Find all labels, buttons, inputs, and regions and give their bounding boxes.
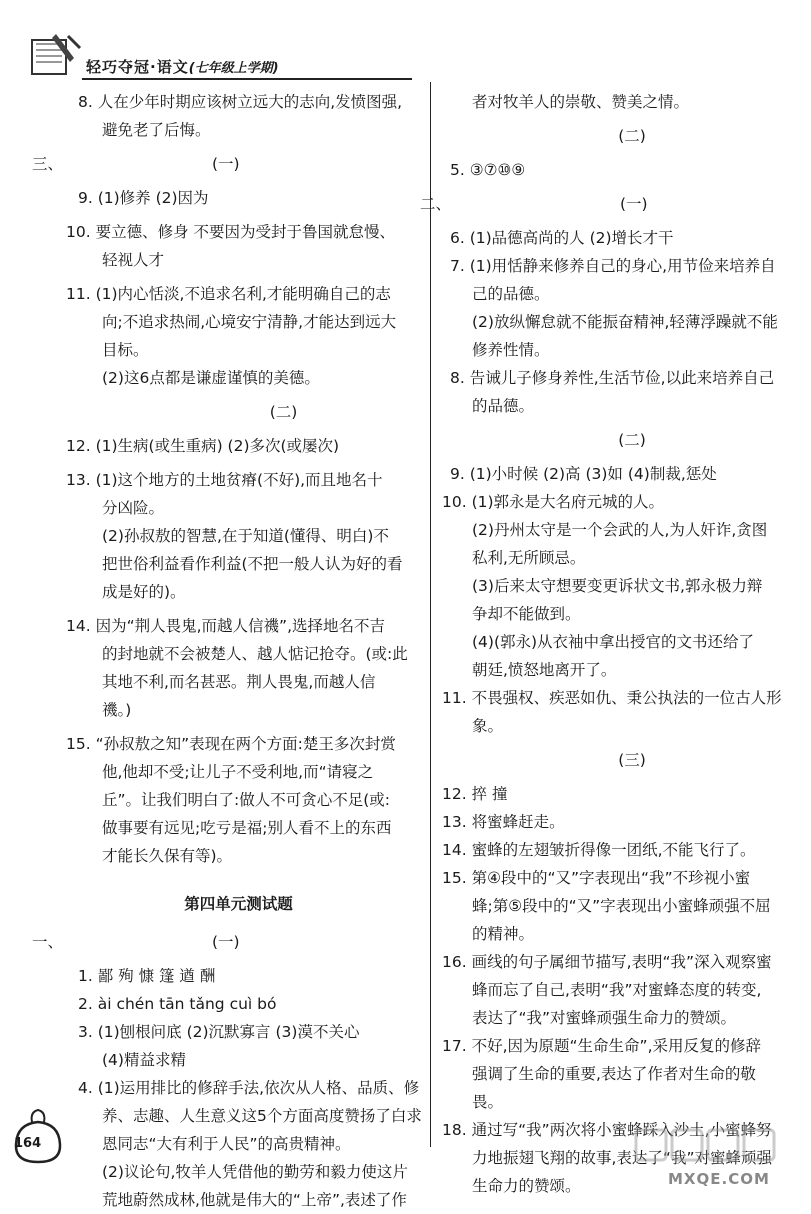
- answer-line: 禨。): [102, 701, 132, 719]
- section-label: 一、: [32, 933, 64, 951]
- answer-line: 避免老了后悔。: [102, 121, 211, 139]
- answer-line: 朝廷,愤怒地离开了。: [472, 661, 617, 679]
- column-divider: [430, 82, 431, 1147]
- answer-line: 分凶险。: [102, 499, 165, 517]
- subsection-label: (三): [618, 751, 646, 769]
- answer-line: 争却不能做到。: [472, 605, 581, 623]
- answer-line: 养、志趣、人生意义这5个方面高度赞扬了白求: [102, 1107, 422, 1125]
- answer-line: 15. “孙叔敖之知”表现在两个方面:楚王多次封赏: [66, 735, 396, 753]
- answer-line: 3. (1)刨根问底 (2)沉默寡言 (3)漠不关心: [78, 1023, 360, 1041]
- subsection-label: (二): [269, 403, 298, 421]
- answer-line: 14. 因为“荆人畏鬼,而越人信禨”,选择地名不吉: [66, 617, 385, 635]
- subsection-label: (一): [212, 933, 240, 951]
- answer-line: 的品德。: [472, 397, 535, 415]
- book-logo-icon: [26, 30, 86, 78]
- answer-line: 17. 不好,因为原题“生命生命”,采用反复的修辞: [442, 1037, 761, 1055]
- answer-line: 14. 蜜蜂的左翅皱折得像一团纸,不能飞行了。: [442, 841, 756, 859]
- page-header: [26, 30, 406, 80]
- answer-line: 丘”。让我们明白了:做人不可贪心不足(或:: [102, 791, 391, 809]
- answer-line: (4)(郭永)从衣袖中拿出授官的文书还给了: [472, 633, 755, 651]
- answer-line: 16. 画线的句子属细节描写,表明“我”深入观察蜜: [442, 953, 772, 971]
- answer-line: 才能长久保有等)。: [102, 847, 233, 865]
- subsection-label: (二): [618, 431, 646, 449]
- answer-line: 8. 告诫儿子修身养性,生活节俭,以此来培养自己: [450, 369, 775, 387]
- answer-line: (2)放纵懈怠就不能振奋精神,轻薄浮躁就不能: [472, 313, 778, 331]
- answer-line: 2. ài chén tān tǎng cuì bó: [78, 995, 277, 1013]
- answer-line: 畏。: [472, 1093, 504, 1111]
- answer-line: 者对牧羊人的崇敬、赞美之情。: [472, 93, 690, 111]
- answer-line: 私利,无所顾忌。: [472, 549, 586, 567]
- answer-line: 轻视人才: [102, 251, 165, 269]
- answer-line: 9. (1)小时候 (2)高 (3)如 (4)制裁,惩处: [450, 465, 717, 483]
- answer-line: 的封地就不会被楚人、越人惦记抢夺。(或:此: [102, 645, 408, 663]
- left-column: [32, 88, 422, 1214]
- watermark-text: MXQE.COM: [668, 1170, 770, 1188]
- unit-test-title: 第四单元测试题: [184, 895, 293, 913]
- right-column: [420, 88, 792, 1200]
- answer-line: 11. 不畏强权、疾恶如仇、秉公执法的一位古人形: [442, 689, 782, 707]
- answer-line: 力地振翅飞翔的故事,表达了“我”对蜜蜂顽强: [472, 1149, 772, 1167]
- subsection-label: (一): [212, 155, 240, 173]
- answer-line: 他,他却不受;让儿子不受利地,而“请寝之: [102, 763, 374, 781]
- answer-line: 恩同志“大有利于人民”的高贵精神。: [102, 1135, 351, 1153]
- section-heading: [32, 928, 421, 956]
- answer-line: 6. (1)品德高尚的人 (2)增长才干: [450, 229, 674, 247]
- section-heading: [420, 190, 792, 218]
- section-heading: [32, 150, 421, 178]
- answer-line: 目标。: [102, 341, 149, 359]
- answer-line: 9. (1)修养 (2)因为: [78, 189, 209, 207]
- answer-line: (2)这6点都是谦虚谨慎的美德。: [102, 369, 320, 387]
- answer-line: 11. (1)内心恬淡,不追求名利,才能明确自己的志: [66, 285, 391, 303]
- answer-line: 向;不追求热闹,心境安宁清静,才能达到远大: [102, 313, 397, 331]
- answer-line: (4)精益求精: [102, 1051, 186, 1069]
- answer-line: 5. ③⑦⑩⑨: [450, 161, 526, 179]
- answer-line: 8. 人在少年时期应该树立远大的志向,发愤图强,: [78, 93, 403, 111]
- answer-line: 13. 将蜜蜂赶走。: [442, 813, 565, 831]
- answer-line: 荒地蔚然成林,他就是伟大的“上帝”,表述了作: [102, 1191, 407, 1209]
- answer-line: 12. 捽 撞: [442, 785, 508, 803]
- answer-line: 15. 第④段中的“又”字表现出“我”不珍视小蜜: [442, 869, 751, 887]
- answer-line: 10. 要立德、修身 不要因为受封于鲁国就怠慢、: [66, 223, 396, 241]
- page-number: 164: [14, 1136, 42, 1151]
- book-subtitle: (七年级上学期): [188, 61, 279, 76]
- answer-line: 蜂;第⑤段中的“又”字表现出小蜜蜂顽强不屈: [472, 897, 771, 915]
- answer-line: (2)孙叔敖的智慧,在于知道(懂得、明白)不: [102, 527, 389, 545]
- answer-line: 1. 鄙 殉 慷 篷 遒 酬: [78, 967, 216, 985]
- answer-line: (2)议论句,牧羊人凭借他的勤劳和毅力使这片: [102, 1163, 408, 1181]
- section-label: 二、: [420, 195, 452, 213]
- answer-line: 的精神。: [472, 925, 535, 943]
- header-title: [86, 56, 279, 77]
- answer-line: 做事要有远见;吃亏是福;别人看不上的东西: [102, 819, 392, 837]
- answer-line: 10. (1)郭永是大名府元城的人。: [442, 493, 665, 511]
- answer-line: 象。: [472, 717, 504, 735]
- answer-line: 4. (1)运用排比的修辞手法,依次从人格、品质、修: [78, 1079, 420, 1097]
- header-rule: [82, 78, 412, 80]
- answer-line: 12. (1)生病(或生重病) (2)多次(或屡次): [66, 437, 340, 455]
- answer-line: 生命力的赞颂。: [472, 1177, 581, 1195]
- answer-line: 成是好的)。: [102, 583, 186, 601]
- subsection-label: (一): [620, 195, 648, 213]
- book-title: 轻巧夺冠·语文: [86, 58, 189, 76]
- answer-line: 表达了“我”对蜜蜂顽强生命力的赞颂。: [472, 1009, 737, 1027]
- section-label: 三、: [32, 155, 64, 173]
- answer-line: (2)丹州太守是一个会武的人,为人奸诈,贪图: [472, 521, 768, 539]
- answer-line: 18. 通过写“我”两次将小蜜蜂踩入沙土,小蜜蜂努: [442, 1121, 772, 1139]
- answer-line: 13. (1)这个地方的土地贫瘠(不好),而且地名十: [66, 471, 383, 489]
- answer-line: 蜂而忘了自己,表明“我”对蜜蜂态度的转变,: [472, 981, 762, 999]
- answer-line: 把世俗利益看作利益(不把一般人认为好的看: [102, 555, 403, 573]
- answer-line: (3)后来太守想要变更诉状文书,郭永极力辩: [472, 577, 763, 595]
- answer-line: 己的品德。: [472, 285, 550, 303]
- answer-line: 其地不利,而名甚恶。荆人畏鬼,而越人信: [102, 673, 376, 691]
- answer-line: 7. (1)用恬静来修养自己的身心,用节俭来培养自: [450, 257, 776, 275]
- subsection-label: (二): [618, 127, 646, 145]
- answer-line: 强调了生命的重要,表达了作者对生命的敬: [472, 1065, 756, 1083]
- answer-line: 修养性情。: [472, 341, 550, 359]
